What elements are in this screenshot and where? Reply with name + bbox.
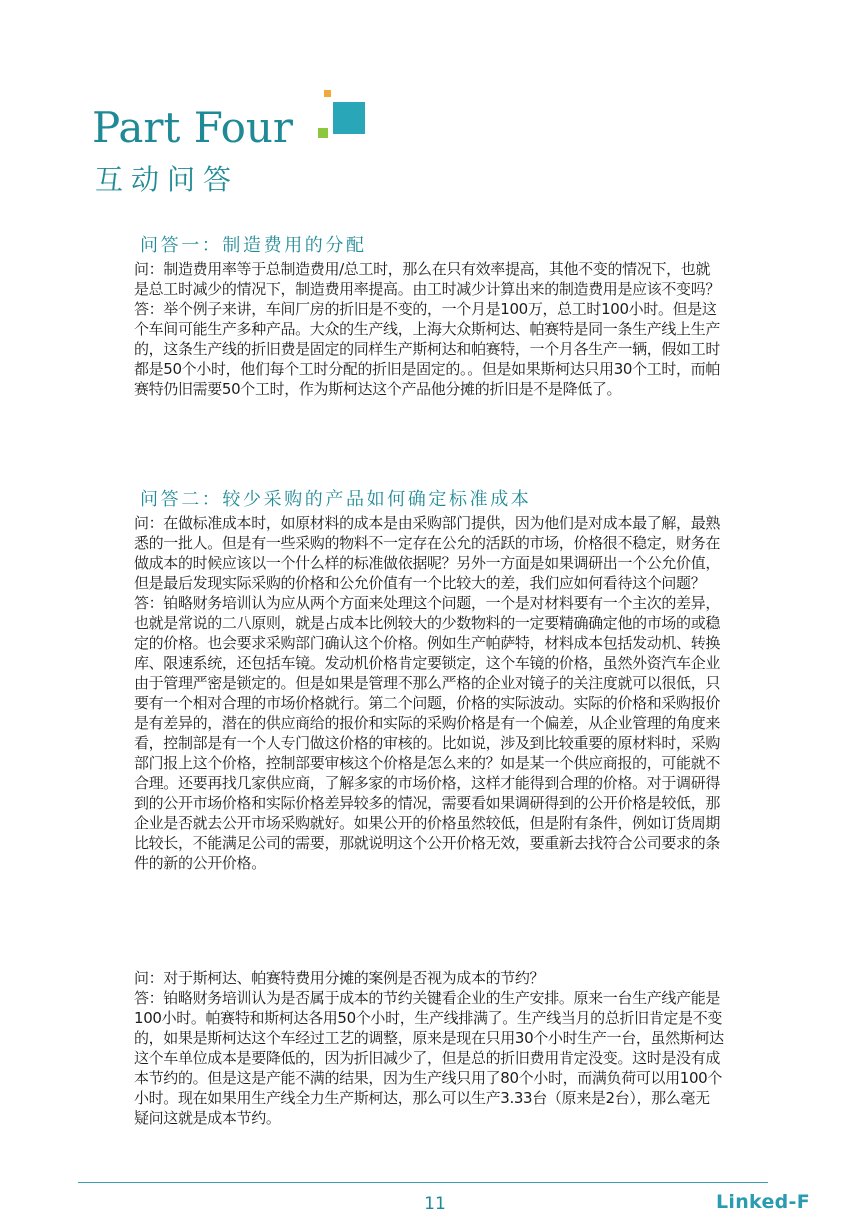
part-title: Part Four bbox=[92, 103, 293, 152]
page-number: 11 bbox=[424, 1194, 446, 1214]
orange-square-icon bbox=[324, 90, 331, 97]
teal-square-icon bbox=[333, 102, 365, 134]
question-paragraph: 问：在做标准成本时，如原材料的成本是由采购部门提供，因为他们是对成本最了解，最熟悉的一批人。但是有一些采购的物料不一定存在公允的活跃的市场，价格很不稳定，财务在做成本的时候应该以一个什么样的标准做依据呢？另外一方面是如果调研出一个公允价值，但是最后发现实际采购的价格和公允价值有一个比较大的差，我们应如何看待这个问题？ bbox=[134, 514, 721, 592]
qa-section-3 bbox=[134, 968, 724, 1128]
answer-paragraph: 答：铂略财务培训认为是否属于成本的节约关键看企业的生产安排。原来一台生产线产能是100小时。帕赛特和斯柯达各用50个小时，生产线排满了。生产线当月的总折旧肯定是不变的，如果是斯柯达这个车经过工艺的调整，原来是现在只用30个小时生产一台，虽然斯柯达这个车单位成本是要降低的，因为折旧减少了，但是总的折旧费用肯定没变。这时是没有成本节约的。但是这是产能不满的结果，因为生产线只用了80个小时，而满负荷可以用100个小时。现在如果用生产线全力生产斯柯达，那么可以生产3.33台（原来是2台），那么毫无疑问这就是成本节约。 bbox=[134, 989, 724, 1127]
footer-divider bbox=[78, 1182, 768, 1183]
answer-paragraph: 答：铂略财务培训认为应从两个方面来处理这个问题，一个是对材料要有一个主次的差异，也就是常说的二八原则，就是占成本比例较大的少数物料的一定要精确确定他的市场的或稳定的价格。也会要求采购部门确认这个价格。例如生产帕萨特，材料成本包括发动机、转换库、限速系统，还包括车镜。发动机价格肯定要锁定，这个车镜的价格，虽然外资汽车企业由于管理严密是锁定的。但是如果是管理不那么严格的企业对镜子的关注度就可以很低，只要有一个相对合理的市场价格就行。第二个问题，价格的实际波动。实际的价格和采购报价是有差异的，潜在的供应商给的报价和实际的采购价格是有一个偏差，从企业管理的角度来看，控制部是有一个人专门做这价格的审核的。比如说，涉及到比较重要的原材料时，采购部门报上这个价格，控制部要审核这个价格是怎么来的？如是某一个供应商报的，可能就不合理。还要再找几家供应商，了解多家的市场价格，这样才能得到合理的价格。对于调研得到的公开市场价格和实际价格差异较多的情况，需要看如果调研得到的公开价格是较低，那企业是否就去公开市场采购就好。如果公开的价格虽然较低，但是附有条件，例如订货周期比较长，不能满足公司的需要，那就说明这个公开价格无效，要重新去找符合公司要求的条件的新的公开价格。 bbox=[134, 594, 721, 872]
section-heading: 问答一：制造费用的分配 bbox=[140, 235, 367, 256]
qa-section-2 bbox=[134, 488, 724, 873]
qa-section-1 bbox=[134, 234, 724, 399]
part-subtitle: 互动问答 bbox=[95, 163, 240, 196]
section-heading: 问答二：较少采购的产品如何确定标准成本 bbox=[140, 489, 532, 510]
answer-paragraph: 答：举个例子来讲，车间厂房的折旧是不变的，一个月是100万，总工时100小时。但是这个车间可能生产多种产品。大众的生产线，上海大众斯柯达、帕赛特是同一条生产线上生产的，这条生产线的折旧费是固定的同样生产斯柯达和帕赛特，一个月各生产一辆，假如工时都是50个小时，他们每个工时分配的折旧是固定的。。但是如果斯柯达只用30个工时，而帕赛特仍旧需要50个工时，作为斯柯达这个产品他分摊的折旧是不是降低了。 bbox=[134, 300, 721, 398]
question-paragraph: 问：制造费用率等于总制造费用/总工时，那么在只有效率提高，其他不变的情况下，也就是总工时减少的情况下，制造费用率提高。由工时减少计算出来的制造费用是应该不变吗？ bbox=[134, 260, 721, 298]
question-paragraph: 问：对于斯柯达、帕赛特费用分摊的案例是否视为成本的节约？ bbox=[134, 969, 545, 987]
decorative-squares-logo bbox=[318, 90, 368, 142]
green-square-icon bbox=[318, 128, 328, 138]
brand-logo: Linked-F bbox=[716, 1191, 811, 1213]
